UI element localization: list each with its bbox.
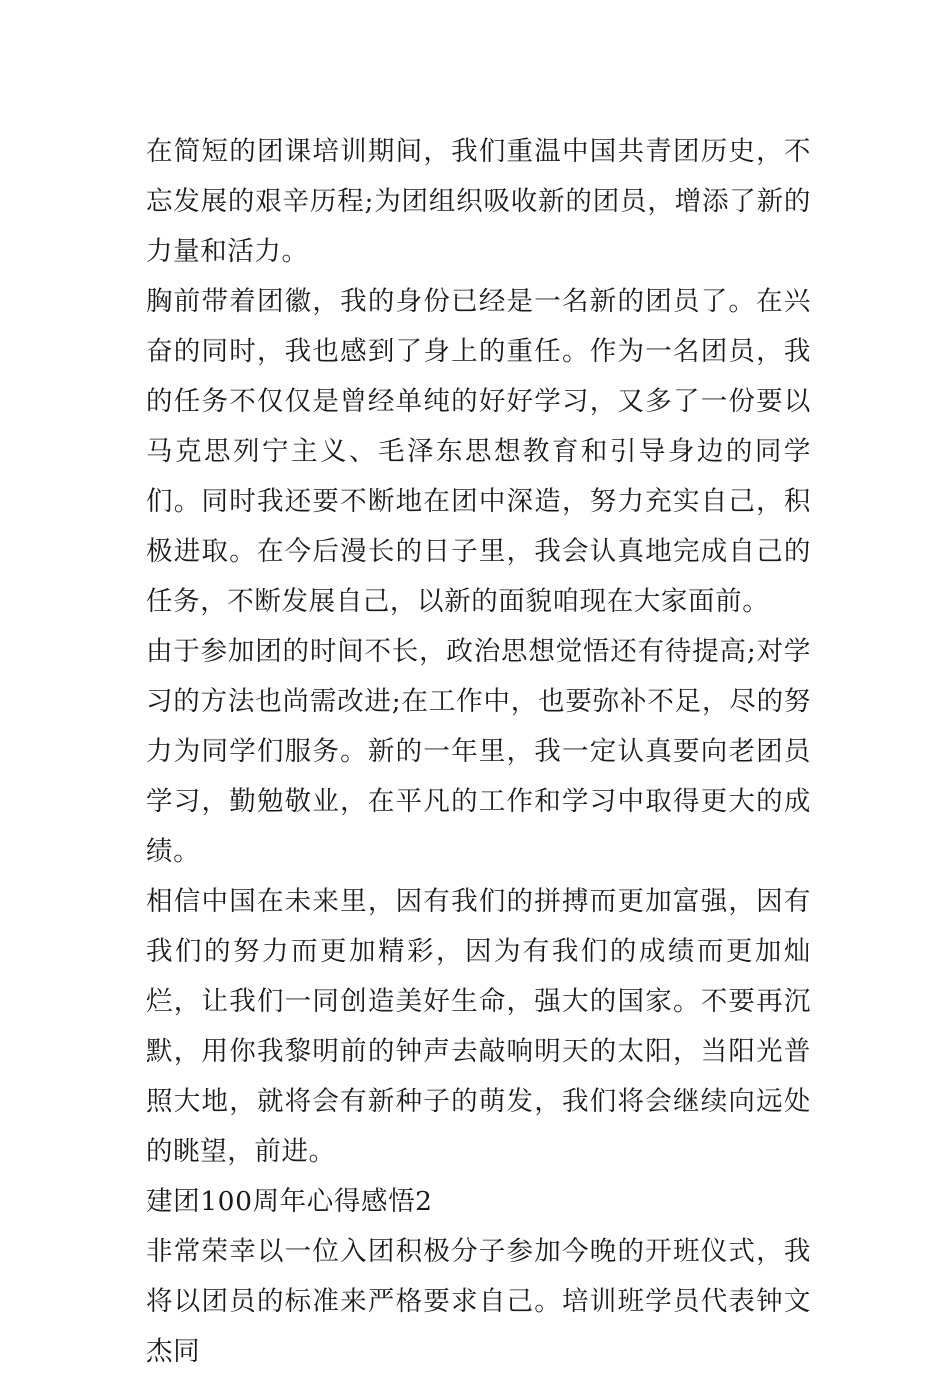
paragraph-4: 相信中国在未来里，因有我们的拼搏而更加富强，因有我们的努力而更加精彩，因为有我们的成绩而更加灿烂，让我们一同创造美好生命，强大的国家。不要再沉默，用你我黎明前的钟声去敲响明天的太阳，当阳光普照大地，就将会有新种子的萌发，我们将会继续向远处的眺望，前进。 xyxy=(146,886,811,1167)
paragraph-1: 在简短的团课培训期间，我们重温中国共青团历史，不忘发展的艰辛历程;为团组织吸收新的团员，增添了新的力量和活力。 xyxy=(146,136,811,267)
document-body xyxy=(146,127,811,1377)
paragraph-3: 由于参加团的时间不长，政治思想觉悟还有待提高;对学习的方法也尚需改进;在工作中，也要弥补不足，尽的努力为同学们服务。新的一年里，我一定认真要向老团员学习，勤勉敬业，在平凡的工作和学习中取得更大的成绩。 xyxy=(146,636,811,867)
paragraph-2: 胸前带着团徽，我的身份已经是一名新的团员了。在兴奋的同时，我也感到了身上的重任。作为一名团员，我的任务不仅仅是曾经单纯的好好学习，又多了一份要以马克思列宁主义、毛泽东思想教育和引导身边的同学们。同时我还要不断地在团中深造，努力充实自己，积极进取。在今后漫长的日子里，我会认真地完成自己的任务，不断发展自己，以新的面貌咱现在大家面前。 xyxy=(146,286,811,617)
paragraph-5: 非常荣幸以一位入团积极分子参加今晚的开班仪式，我将以团员的标准来严格要求自己。培训班学员代表钟文杰同 xyxy=(146,1236,811,1367)
section-heading: 建团100周年心得感悟2 xyxy=(146,1186,433,1217)
